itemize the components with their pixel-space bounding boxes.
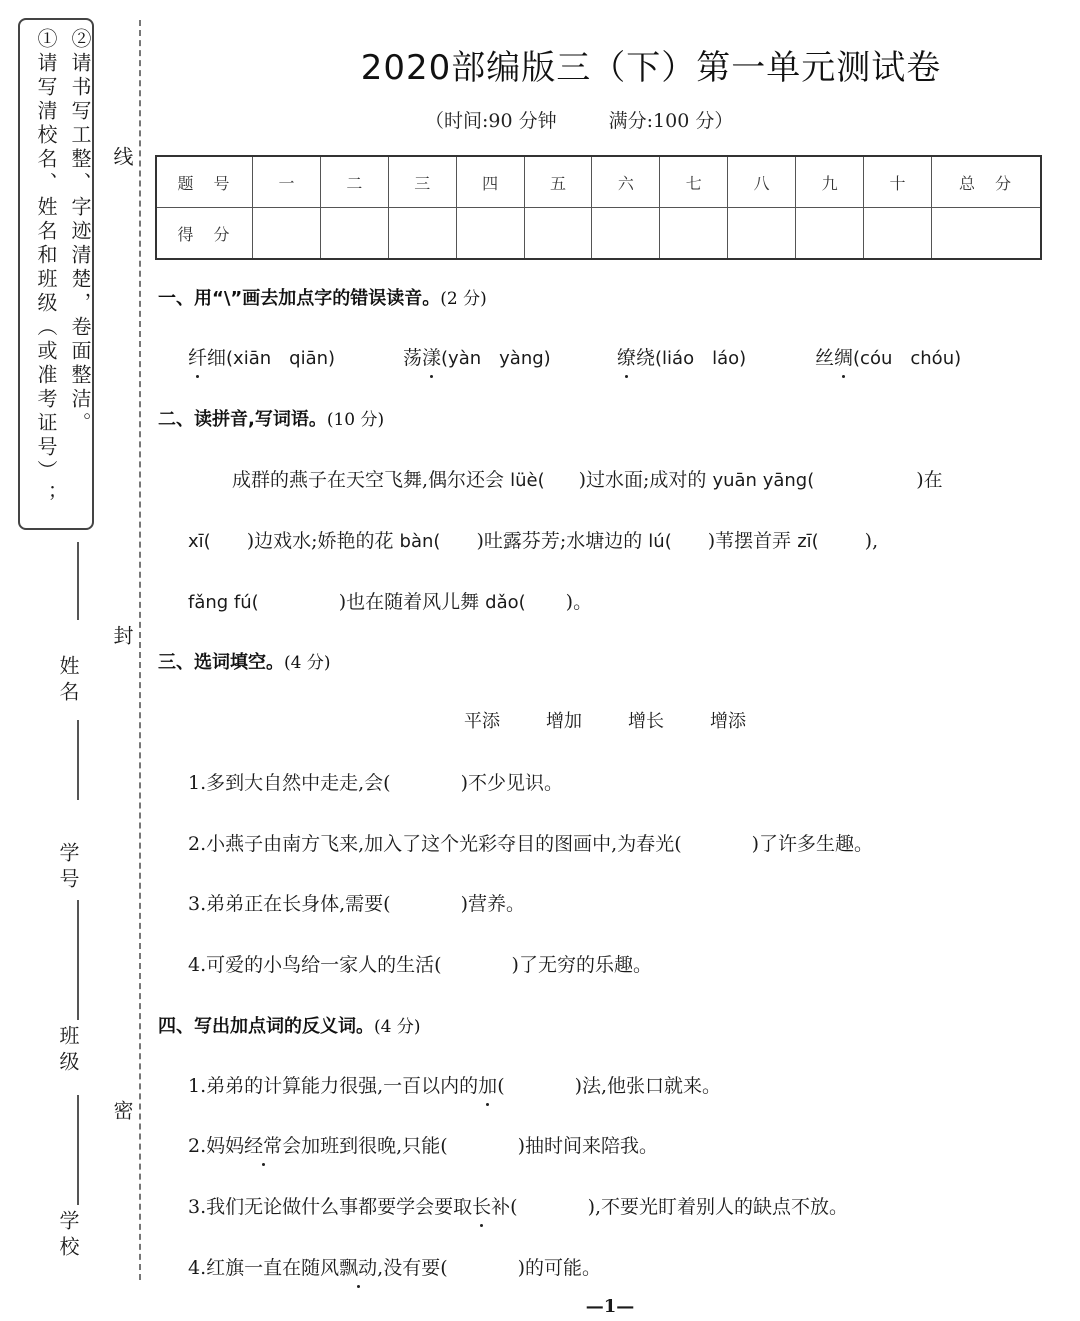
col-header: 十 <box>864 156 932 208</box>
dotted-char: 缭 <box>617 343 636 370</box>
score-cell[interactable] <box>524 208 592 260</box>
col-header: 五 <box>524 156 592 208</box>
passage-text: 成群的燕子在天空飞舞,偶尔还会 <box>232 469 511 491</box>
pinyin-options[interactable]: (liáo láo) <box>655 348 747 369</box>
section-3-heading <box>158 648 330 674</box>
question-text: 3.我们无论做什么事都要学会要取 <box>188 1196 473 1218</box>
score-cell[interactable] <box>253 208 321 260</box>
col-header: 一 <box>253 156 321 208</box>
cut-mark-xian: 线 <box>110 146 134 166</box>
exam-duration: （时间:90 分钟 <box>425 110 557 132</box>
score-row <box>156 208 1041 260</box>
cut-mark-mi: 密 <box>110 1100 134 1120</box>
section-1-points: (2 分) <box>440 289 487 309</box>
word-char: 绕 <box>636 347 656 369</box>
section-4-title: 四、写出加点词的反义词。 <box>158 1016 374 1037</box>
section-3-title: 三、选词填空。 <box>158 652 284 673</box>
binding-cut-line <box>139 20 141 1280</box>
pinyin-prompt: xī( <box>188 531 211 552</box>
pinyin-options[interactable]: (xiān qiān) <box>226 348 336 369</box>
dotted-char: 纤 <box>188 343 207 370</box>
exam-full-score: 满分:100 分） <box>608 110 734 132</box>
score-cell[interactable] <box>728 208 796 260</box>
pinyin-prompt: lú( <box>648 531 672 552</box>
name-field-line[interactable] <box>77 542 79 620</box>
class-field-label: 班级 <box>56 1025 80 1077</box>
question-text: )营养。 <box>460 893 526 915</box>
antonym-item <box>188 1071 721 1098</box>
question-text: )不少见识。 <box>460 772 564 794</box>
passage-text: )边戏水;娇艳的花 <box>246 530 400 552</box>
school-field-line[interactable] <box>77 1095 79 1205</box>
antonym-item <box>188 1131 658 1158</box>
student-id-field-line[interactable] <box>77 720 79 800</box>
passage-text: )过水面;成对的 <box>578 469 713 491</box>
row-label-score: 得分 <box>156 208 253 260</box>
score-cell[interactable] <box>660 208 728 260</box>
passage-text: ), <box>864 530 879 552</box>
pinyin-prompt: lüè( <box>510 470 545 491</box>
section-1-heading <box>158 284 487 310</box>
score-table <box>155 155 1042 260</box>
dotted-word: 飘动 <box>339 1253 377 1280</box>
question-text: 补( <box>491 1196 518 1218</box>
dotted-word: 长 <box>472 1192 491 1219</box>
page-number: —1— <box>585 1296 635 1317</box>
question-text: )法,他张口就来。 <box>574 1075 722 1097</box>
question-text: )了许多生趣。 <box>751 833 874 855</box>
word-char: 细 <box>207 347 227 369</box>
pronunciation-item <box>188 343 335 370</box>
score-cell[interactable] <box>796 208 864 260</box>
col-header: 八 <box>728 156 796 208</box>
section-2-points: (10 分) <box>326 410 385 430</box>
pinyin-prompt: fǎng fú( <box>188 592 259 613</box>
word-char: 荡 <box>403 347 423 369</box>
section-3-points: (4 分) <box>284 653 331 673</box>
question-text: 4.红旗一直在随风 <box>188 1257 340 1279</box>
instruction-line-1: ①请写清校名、姓名和班级（或准考证号）； <box>34 28 58 508</box>
question-text: 1.多到大自然中走走,会( <box>188 772 391 794</box>
col-header: 九 <box>796 156 864 208</box>
score-cell[interactable] <box>456 208 524 260</box>
question-text: 2.小燕子由南方飞来,加入了这个光彩夺目的图画中,为春光( <box>188 833 682 855</box>
score-cell[interactable] <box>864 208 932 260</box>
word-option: 平添 <box>464 711 500 732</box>
antonym-item <box>188 1192 848 1219</box>
passage-line-3 <box>188 587 592 614</box>
col-header-total: 总分 <box>932 156 1042 208</box>
fill-in-item <box>188 829 873 856</box>
question-text: 3.弟弟正在长身体,需要( <box>188 893 391 915</box>
score-cell[interactable] <box>388 208 456 260</box>
passage-line-1 <box>232 465 943 492</box>
pinyin-options[interactable]: (yàn yàng) <box>441 348 551 369</box>
dotted-char: 漾 <box>422 343 441 370</box>
section-4-points: (4 分) <box>374 1017 421 1037</box>
name-field-label: 姓名 <box>56 655 80 707</box>
instructions-box <box>18 18 94 530</box>
passage-text: )在 <box>916 469 943 491</box>
section-4-heading <box>158 1012 420 1038</box>
passage-line-2 <box>188 526 878 553</box>
fill-in-item <box>188 768 563 795</box>
pinyin-prompt: zī( <box>797 531 819 552</box>
fill-in-item <box>188 950 652 977</box>
passage-text: )苇摆首弄 <box>707 530 798 552</box>
dotted-word: 加 <box>478 1071 497 1098</box>
question-text: )了无穷的乐趣。 <box>511 954 652 976</box>
question-number-row <box>156 156 1041 208</box>
passage-text: )。 <box>565 591 593 613</box>
question-text: ( <box>497 1075 505 1097</box>
pinyin-prompt: bàn( <box>399 531 441 552</box>
word-char: 丝 <box>815 347 835 369</box>
exam-info <box>425 106 733 133</box>
word-option: 增长 <box>628 711 664 732</box>
col-header: 二 <box>320 156 388 208</box>
class-field-line[interactable] <box>77 900 79 1020</box>
word-option: 增加 <box>546 711 582 732</box>
col-header: 七 <box>660 156 728 208</box>
pinyin-prompt: yuān yāng( <box>712 470 815 491</box>
page-title: 2020部编版三（下）第一单元测试卷 <box>360 48 942 88</box>
fill-in-item <box>188 889 525 916</box>
dotted-char: 绸 <box>834 343 853 370</box>
score-cell[interactable] <box>320 208 388 260</box>
row-label-question-number: 题号 <box>156 156 253 208</box>
word-bank <box>464 707 792 733</box>
col-header: 三 <box>388 156 456 208</box>
pinyin-prompt: dǎo( <box>485 592 526 613</box>
section-2-title: 二、读拼音,写词语。 <box>158 409 327 430</box>
passage-text: )也在随着风儿舞 <box>338 591 486 613</box>
pronunciation-item <box>403 343 551 370</box>
school-field-label: 学校 <box>56 1210 80 1262</box>
question-text: 4.可爱的小鸟给一家人的生活( <box>188 954 442 976</box>
question-text: ,没有要( <box>377 1257 448 1279</box>
dotted-word: 经常 <box>244 1131 282 1158</box>
section-1-title: 一、用“\”画去加点字的错误读音。 <box>158 288 441 309</box>
pinyin-options[interactable]: (cóu chóu) <box>853 348 962 369</box>
section-2-heading <box>158 405 384 431</box>
passage-text: )吐露芬芳;水塘边的 <box>476 530 649 552</box>
question-text: )的可能。 <box>517 1257 602 1279</box>
student-id-field-label: 学号 <box>56 842 80 894</box>
pronunciation-item <box>617 343 746 370</box>
total-score-cell[interactable] <box>932 208 1042 260</box>
pronunciation-item <box>815 343 961 370</box>
col-header: 六 <box>592 156 660 208</box>
col-header: 四 <box>456 156 524 208</box>
score-cell[interactable] <box>592 208 660 260</box>
antonym-item <box>188 1253 601 1280</box>
cut-mark-feng: 封 <box>110 625 134 645</box>
question-text: 2.妈妈 <box>188 1135 245 1157</box>
question-text: ),不要光盯着别人的缺点不放。 <box>587 1196 849 1218</box>
question-text: 1.弟弟的计算能力很强,一百以内的 <box>188 1075 479 1097</box>
question-text: 会加班到很晚,只能( <box>282 1135 448 1157</box>
question-text: )抽时间来陪我。 <box>517 1135 659 1157</box>
word-option: 增添 <box>710 711 746 732</box>
instruction-line-2: ②请书写工整、字迹清楚，卷面整洁。 <box>68 28 92 436</box>
